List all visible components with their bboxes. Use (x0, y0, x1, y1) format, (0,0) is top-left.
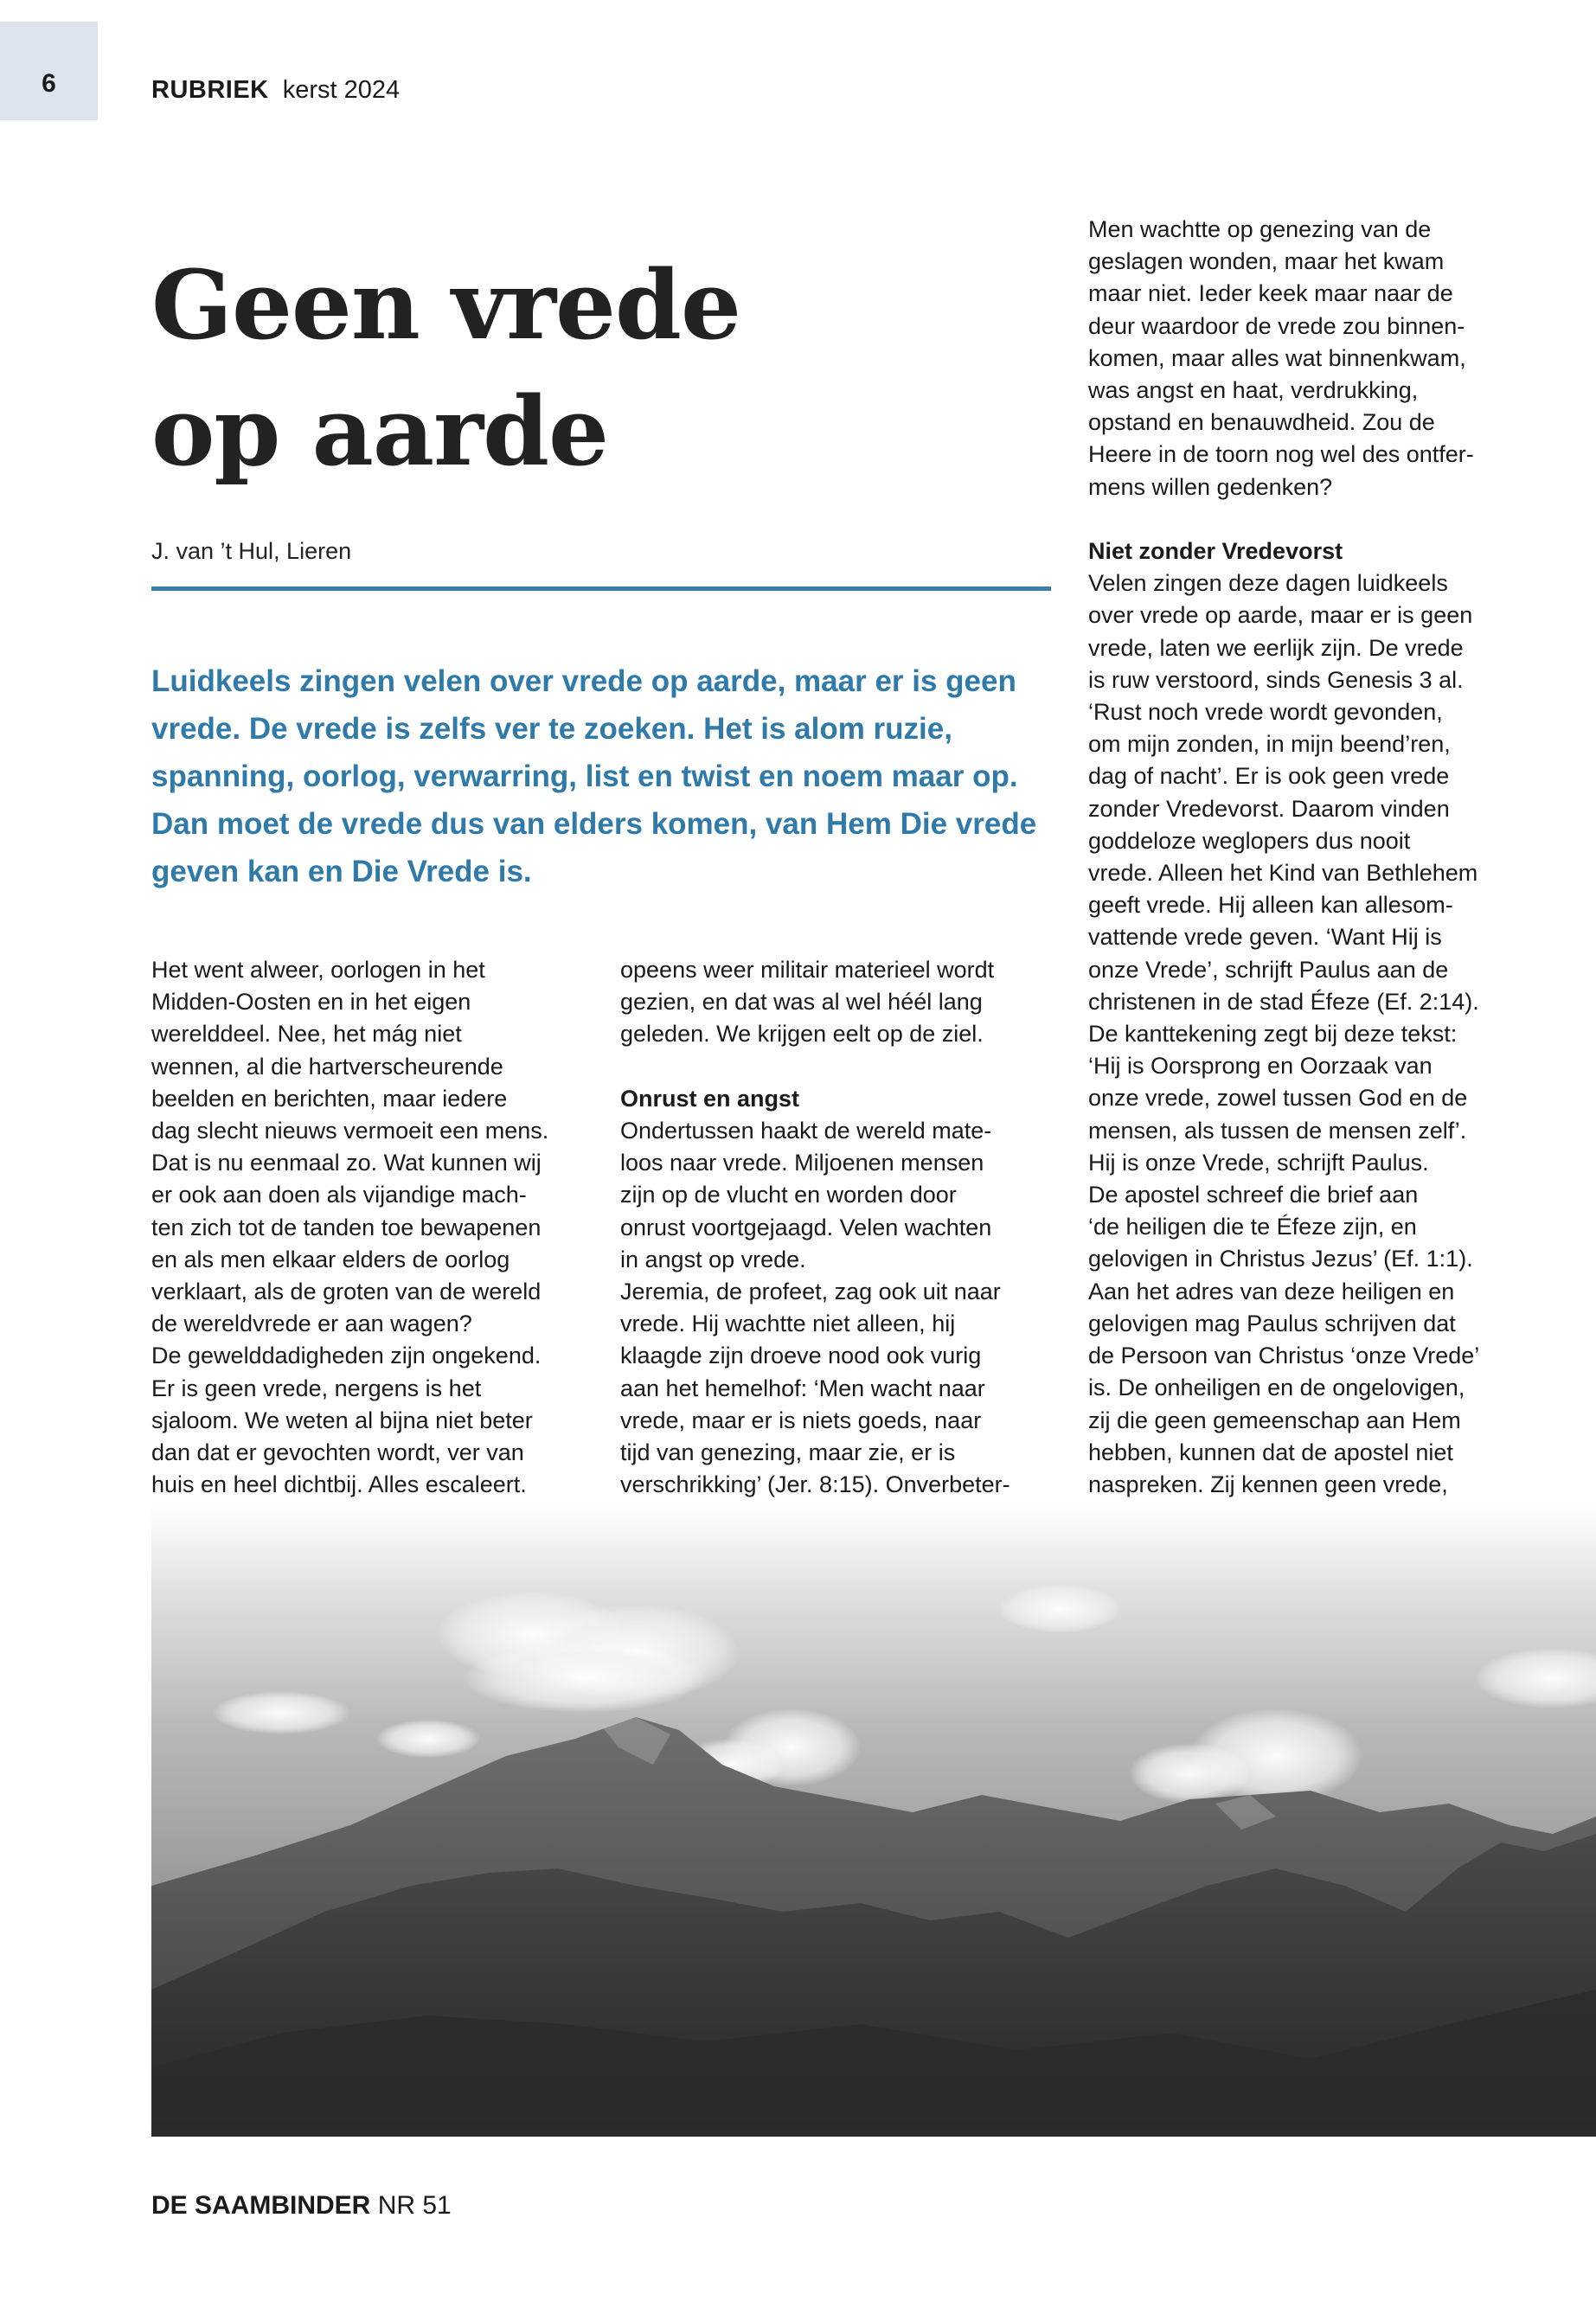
body-line: komen, maar alles wat binnenkwam, (1088, 344, 1466, 371)
body-line: dag slecht nieuws vermoeit een mens. (151, 1118, 549, 1144)
body-line: loos naar vrede. Miljoenen mensen (620, 1150, 984, 1176)
body-line: gezien, en dat was al wel héél lang (620, 989, 983, 1016)
body-line: sjaloom. We weten al bijna niet beter (151, 1407, 533, 1433)
body-line: ‘de heiligen die te Éfeze zijn, en (1088, 1214, 1417, 1240)
mountain-photo (151, 1505, 1596, 2137)
body-line: Heere in de toorn nog wel des ontfer- (1088, 441, 1474, 468)
page-footer (151, 2191, 452, 2221)
body-line: Jeremia, de profeet, zag ook uit naar (620, 1279, 1001, 1305)
body-line: Het went alweer, oorlogen in het (151, 957, 485, 983)
body-line: vrede. Alleen het Kind van Bethlehem (1088, 860, 1478, 887)
subheading-niet-zonder-vredevorst: Niet zonder Vredevorst (1088, 538, 1343, 565)
body-line: geslagen wonden, maar het kwam (1088, 248, 1445, 275)
body-line: er ook aan doen als vijandige mach- (151, 1182, 527, 1208)
body-line: ‘Hij is Oorsprong en Oorzaak van (1088, 1053, 1433, 1080)
body-line: maar niet. Ieder keek maar naar de (1088, 280, 1453, 307)
body-line: ‘Rust noch vrede wordt gevonden, (1088, 699, 1443, 726)
body-line: opeens weer militair materieel wordt (620, 957, 995, 983)
body-line: Er is geen vrede, nergens is het (151, 1375, 482, 1401)
body-line: De kanttekening zegt bij deze tekst: (1088, 1021, 1458, 1048)
running-header (151, 76, 400, 105)
section-label: RUBRIEK (151, 76, 269, 104)
lead-line: vrede. De vrede is zelfs ver te zoeken. Het is alom ruzie, (151, 712, 952, 746)
body-line: verschrikking’ (Jer. 8:15). Onverbeter- (620, 1471, 1010, 1498)
body-line: onze vrede, zowel tussen God en de (1088, 1085, 1468, 1112)
body-line: de Persoon van Christus ‘onze Vrede’ (1088, 1343, 1480, 1369)
column-3-body (1088, 567, 1479, 1565)
body-line: zonder Vredevorst. Daarom vinden (1088, 795, 1450, 822)
body-line: Dat is nu eenmaal zo. Wat kunnen wij (151, 1150, 542, 1176)
article-title (151, 242, 740, 495)
body-column-3 (1088, 214, 1479, 1566)
body-line: gelovigen in Christus Jezus’ (Ef. 1:1). (1088, 1246, 1473, 1272)
body-line: over vrede op aarde, maar er is geen (1088, 602, 1473, 629)
body-line: werelddeel. Nee, het mág niet (151, 1021, 462, 1048)
body-line: dag of nacht’. Er is ook geen vrede (1088, 763, 1450, 790)
body-line: goddeloze weglopers dus nooit (1088, 827, 1411, 854)
body-line: vrede, laten we eerlijk zijn. De vrede (1088, 634, 1464, 661)
body-line: verklaart, als de groten van de wereld (151, 1279, 542, 1305)
body-line: en als men elkaar elders de oorlog (151, 1246, 510, 1272)
body-line: onze Vrede’, schrijft Paulus aan de (1088, 956, 1449, 983)
publication-issue: NR 51 (377, 2191, 452, 2220)
body-line: aan het hemelhof: ‘Men wacht naar (620, 1375, 985, 1401)
body-line: huis en heel dichtbij. Alles escaleert. (151, 1471, 527, 1498)
paragraph-gap (620, 1051, 1010, 1083)
body-line: klaagde zijn droeve nood ook vurig (620, 1343, 982, 1369)
body-line: vrede. Hij wachtte niet alleen, hij (620, 1311, 956, 1337)
body-line: De gewelddadigheden zijn ongekend. (151, 1343, 542, 1369)
title-line: op aarde (151, 375, 608, 487)
body-line: vrede, maar er is niets goeds, naar (620, 1407, 982, 1433)
body-line: wennen, al die hartverscheurende (151, 1053, 503, 1080)
title-rule (151, 586, 1051, 591)
body-line: onrust voortgejaagd. Velen wachten (620, 1214, 992, 1240)
page-number: 6 (42, 69, 56, 98)
body-column-1 (151, 954, 548, 1566)
body-line: om mijn zonden, in mijn beend’ren, (1088, 731, 1451, 758)
body-line: dan dat er gevochten wordt, ver van (151, 1439, 524, 1466)
body-line: opstand en benauwdheid. Zou de (1088, 409, 1435, 436)
body-line: beelden en berichten, maar iedere (151, 1085, 508, 1112)
body-line: mensen, als tussen de mensen zelf’. (1088, 1117, 1467, 1144)
author-byline: J. van ’t Hul, Lieren (151, 538, 352, 564)
paragraph-gap (1088, 503, 1479, 535)
body-line: geleden. We krijgen eelt op de ziel. (620, 1021, 984, 1048)
body-column-2 (620, 954, 1010, 1566)
body-line: in angst op vrede. (620, 1246, 806, 1272)
lead-line: Luidkeels zingen velen over vrede op aarde, maar er is geen (151, 664, 1016, 698)
title-line: Geen vrede (151, 249, 740, 361)
body-line: christenen in de stad Éfeze (Ef. 2:14). (1088, 988, 1479, 1015)
body-line: mens willen gedenken? (1088, 473, 1333, 500)
body-line: tijd van genezing, maar zie, er is (620, 1439, 956, 1466)
body-line: Ondertussen haakt de wereld mate- (620, 1118, 992, 1144)
body-line: hebben, kunnen dat de apostel niet (1088, 1439, 1453, 1465)
body-line: geeft vrede. Hij alleen kan allesom- (1088, 892, 1453, 919)
publication-name: DE SAAMBINDER (151, 2191, 371, 2220)
lead-line: Dan moet de vrede dus van elders komen, van Hem Die vrede (151, 807, 1037, 841)
body-line: deur waardoor de vrede zou binnen- (1088, 312, 1465, 339)
body-line: naspreken. Zij kennen geen vrede, (1088, 1471, 1448, 1497)
body-line: Men wachtte op genezing van de (1088, 216, 1432, 242)
body-line: is. De onheiligen en de ongelovigen, (1088, 1375, 1465, 1401)
body-line: Aan het adres van deze heiligen en (1088, 1278, 1455, 1304)
lead-paragraph (151, 657, 1068, 895)
body-line: zij die geen gemeenschap aan Hem (1088, 1407, 1461, 1433)
column-2-body (620, 1115, 1010, 1566)
body-line: was angst en haat, verdrukking, (1088, 377, 1419, 404)
body-line: zijn op de vlucht en worden door (620, 1182, 957, 1208)
body-line: Hij is onze Vrede, schrijft Paulus. (1088, 1149, 1429, 1176)
column-3-intro (1088, 214, 1479, 503)
issue-label: kerst 2024 (282, 76, 401, 104)
lead-line: spanning, oorlog, verwarring, list en twist en noem maar op. (151, 760, 1018, 793)
body-line: vattende vrede geven. ‘Want Hij is (1088, 924, 1442, 951)
body-line: is ruw verstoord, sinds Genesis 3 al. (1088, 666, 1464, 693)
body-line: De apostel schreef die brief aan (1088, 1182, 1419, 1208)
column-2-intro (620, 954, 1010, 1051)
body-line: gelovigen mag Paulus schrijven dat (1088, 1310, 1456, 1336)
subheading-onrust-en-angst: Onrust en angst (620, 1085, 800, 1112)
body-line: Midden-Oosten en in het eigen (151, 989, 471, 1016)
lead-line: geven kan en Die Vrede is. (151, 855, 532, 888)
body-line: ten zich tot de tanden toe bewapenen (151, 1214, 542, 1240)
body-line: de wereldvrede er aan wagen? (151, 1311, 472, 1337)
body-line: Velen zingen deze dagen luidkeels (1088, 570, 1448, 597)
